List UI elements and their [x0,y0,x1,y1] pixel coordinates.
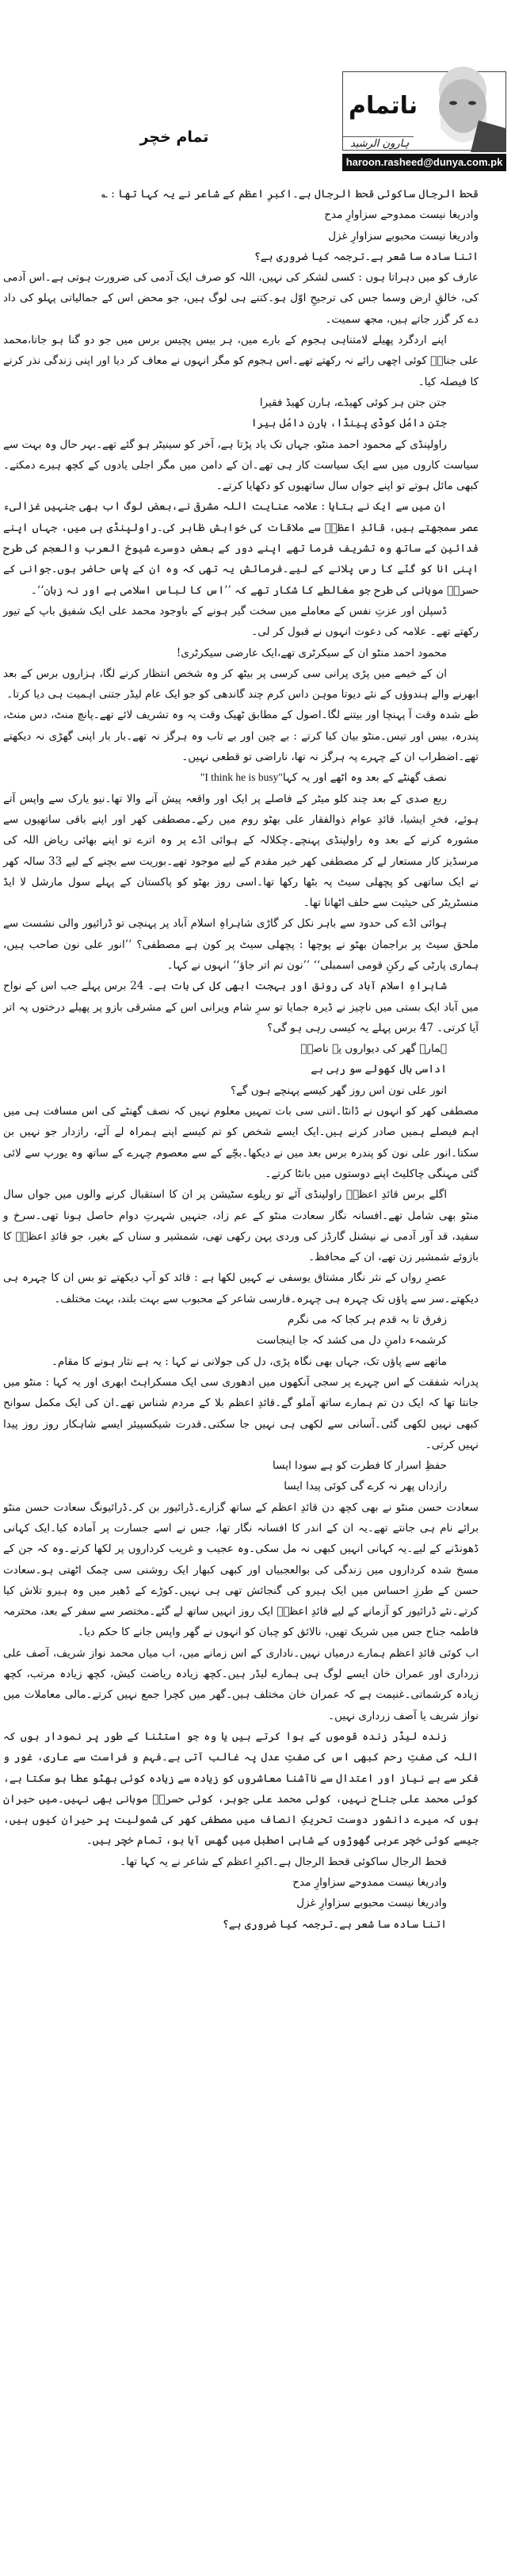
paragraph-text: ربع صدی کے بعد چند کلو میٹر کے فاصلے پر ایک اور واقعہ پیش آنے والا تھا۔نیو یارک سے واپس آتے ہوئے، فخرِ ایشیا، قائدِ عوام ذوالفقار علی بھٹو روم میں رکے۔مصطفی کھر اور اپنے باقی ساتھیوں سے مشورہ کرنے کے بعد وہ راولپنڈی پہنچے۔چکلالہ کے ہوائی اڈے پر وہ اترے تو اپنے بھائی ریاض اللہ کی مرسڈیز کار مستعار لے کر مصطفی کھر خیر مقدم کے لیے موجود تھے۔بوریت سے بچنے کے لیے 33 سالہ کھر نے ایک ساتھی کو پچھلی سیٹ پہ بٹھا رکھا تھا۔اسی روز بھٹو کو پاکستان کے پہلے سول مارشل لا ایڈ منسٹریٹر کی حیثیت سے حلف اٹھانا تھا۔ [3,792,479,910]
paragraph [3,267,479,330]
paragraph-text: انور علی نون اس روز گھر کیسے پہنچے ہوں گے؟ [230,1084,447,1097]
paragraph [3,247,479,267]
paragraph-text: قحط الرجال ساکوئی قحط الرجال ہے۔اکبرِ اعظم کے شاعر نے یہ کہا تھا۔ [120,1855,447,1868]
paragraph [3,1351,479,1372]
paragraph-text: ہوائی اڈے کی حدود سے باہر نکل کر گاڑی شاہراہِ اسلام آباد پر پہنچی تو ڈرائیور والی نشست سے ملحق سیٹ پر براجمان بھٹو نے پوچھا : پچھلی سیٹ پر کون ہے مصطفی؟ ’’انور علی نون صاحب ہیں، ہماری پارٹی کے رکنِ قومی اسمبلی‘‘ ’’نون تم اتر جاؤ‘‘ انہوں نے کہا۔ [3,917,479,972]
paragraph [3,913,479,976]
verse-line [3,1309,479,1330]
verse-line [3,1852,479,1872]
paragraph [3,789,479,914]
article-title: تمام خچر [139,128,209,146]
author-email[interactable]: haroon.rasheed@dunya.com.pk [342,154,506,171]
divider [342,136,414,137]
verse-line [3,1038,479,1059]
paragraph-text: جتن جتن ہر کوئی کھیڈے، ہارن کھیڈ فقیرا [259,396,447,409]
paragraph [3,226,479,247]
paragraph [3,330,479,392]
paragraph-text: طے شدہ وقت آ پہنچا اور بیتنے لگا۔اصول کے مطابق ٹھیک وقت پہ وہ تشریف لائے تھے۔پانچ منٹ، دس منٹ، پندرہ، بیس اور تیس۔منٹو بیان کیا کرتے : بے چین اور بے تاب وہ ہرگز نہ تھے۔بار بار اپنی گھڑی نہ دیکھتے تھے۔اضطراب ان کے چہرے پہ ہرگز نہ تھا، ناراضی تو قطعی نہیں۔ [3,709,479,764]
paragraph [3,1643,479,1726]
paragraph-text: محمود احمد منٹو ان کے سیکرٹری تھے،ایک عارضی سیکرٹری! [176,646,447,659]
paragraph-text: وادریغا نیست محبوبے سزاوارِ غزل [296,1897,447,1910]
paragraph-text: ان میں سے ایک نے بتایا : علامہ عنایت اللہ مشرقی نے،بعض لوگ اب بھی جنہیں غزالیء عصر سمجھتے ہیں، قائدِ اعظمؒ سے ملاقات کی خواہش ظاہر کی۔راولپنڈی ہی میں، جہاں اپنے فدائین کے ساتھ وہ تشریف فرما تھے اپنے دور کے بعض دوسرے شیوخ العرب والعجم کی طرح اپنی انا کو گنّے کا رس پلانے کے لیے۔فرمائش یہ تھی کہ وہ ان کے پاس حاضر ہوں۔جوانی کے حسرتؔ موہانی کی طرح جو مغالطے کا شکار تھے کہ ’’اس کا لباس اسلامی ہے اور نہ زبان‘‘۔ [3,500,479,597]
author-name: ہارون الرشید [350,138,410,150]
paragraph-text: شاہراہِ اسلام آباد کی رونق اور بہجت ابھی کل کی بات ہے۔ 24 برس پہلے جب اس کے نواح میں آباد ایک بستی میں ناچیز نے ڈیرہ جمایا تو سرِ شام ویرانی اس کے مشرقی بازو پر پھیلے درختوں پہ اتر آیا کرتی۔ 47 برس پہلے یہ کیسی رہی ہو گی؟ [3,980,479,1034]
paragraph-text: جتن دامُل کوڈی پینڈا، ہارن دامُل ہیرا [250,417,447,430]
paragraph [3,204,479,225]
paragraph-text: مصطفی کھر کو انہوں نے ڈانٹا۔اتنی سی بات تمہیں معلوم نہیں کہ نصف گھنٹے کی اس مسافت ہی میں اہم فیصلے ہمیں صادر کرنے ہیں۔ایک ایسے شخص کو تم کیسے اپنے ہمراہ لے آئے، رازدار جو نہیں بن سکتا۔انور علی نون کو پندرہ برس بعد میں نے دیکھا۔بچّے کے سے معصوم چہرے کے ساتھ وہ یورپ سے لائی گئی مہنگی چاکلیٹ اپنے دوستوں میں بانٹا کرتے۔ [3,1105,479,1180]
english-quote: "I think he is busy" [200,771,283,784]
paragraph [3,184,479,204]
paragraph [3,1497,479,1643]
paragraph-text: اتنا سادہ سا شعر ہے۔ترجمہ کیا ضروری ہے؟ [222,1917,447,1931]
paragraph-text: وادریغا نیست ممدوحے سزاوارِ مدح [324,208,479,222]
paragraph-text: عارف کو میں دہراتا ہوں : کسی لشکر کی نہیں، اللہ کو صرف ایک آدمی کی ضرورت ہوتی ہے۔اس آدمی کی، خالقِ ارض وسما جس کی ترجیحِ اوّل ہو۔کتنے ہی لوگ ہیں، جو محض اس کے جمالیاتی پہلو کی داد دے کر گزر جاتے ہیں، مجھ سمیت۔ [3,271,479,326]
paragraph [3,767,479,788]
paragraph [3,601,479,643]
article-body [3,184,479,1935]
paragraph-text: عصرِ رواں کے نثر نگار مشتاق یوسفی نے کہیں لکھا ہے : قائد کو آپ دیکھتے تو بس ان کا چہرہ ہی دیکھتے۔سر سے پاؤں تک چہرہ ہی چہرہ۔فارسی شاعر کے محبوب سے بہت بلند، بہت مختلف۔ [3,1271,479,1305]
verse-line [3,1872,479,1893]
paragraph [3,1101,479,1184]
verse-line [3,1893,479,1913]
verse-line [3,1476,479,1496]
paragraph [3,705,479,767]
paragraph [3,434,479,497]
column-name: ناتمام [349,92,418,120]
paragraph [3,1184,479,1267]
paragraph-text: اپنے اردگرد پھیلے لامتناہی ہجوم کے بارے میں، ہر بیس پچیس برس میں جو دو گنا ہو جاتا،محمد علی جناحؒ کوئی اچھی رائے نہ رکھتے تھے۔اس ہجوم کو مگر انہوں نے معاف کر دیا اور اپنی زندگی نذر کرنے کا فیصلہ کیا۔ [3,334,479,388]
paragraph-text: اداسی بال کھولے سو رہی ہے [311,1063,447,1076]
paragraph [3,976,479,1038]
paragraph-text: زندہ لیڈر زندہ قوموں کے ہوا کرتے ہیں یا وہ جو استثنا کے طور پر نمودار ہوں کہ اللہ کی صفتِ رحم کبھی اس کی صفتِ عدل پہ غالب آتی ہے۔فہم و فراست سے عاری، غور و فکر سے بے نیاز اور اعتدال سے ناآشنا معاشروں کو زیادہ سے زیادہ کوئی بھٹو عطا ہو سکتا ہے، کوئی محمد علی جناح نہیں، کوئی محمد علی جوہر، کوئی حسرتؔ موہانی بھی نہیں۔میں حیران ہوں کہ میرے دانشور دوست تحریکِ انصاف میں مصطفی کھر کی شمولیت پر حیران کیوں ہیں، جیسے کوئی خچر عربی گھوڑوں کے شاہی اصطبل میں گھس آیا ہو، تمام خچر ہیں۔ [3,1729,479,1848]
paragraph-text: ہمارے گھر کی دیواروں پہ ناصرؔ [300,1042,447,1056]
paragraph-text: اتنا سادہ سا شعر ہے۔ترجمہ کیا ضروری ہے؟ [254,250,479,263]
verse-line [3,413,479,434]
verse-line [3,1914,479,1935]
paragraph-text: ماتھے سے پاؤں تک، جہاں بھی نگاہ پڑی، دل کی جولانی نے کہا : یہ ہے نثار ہونے کا مقام۔ [51,1355,447,1368]
verse-line [3,1330,479,1351]
author-portrait [423,65,506,152]
paragraph [3,663,479,705]
paragraph-text: ڈسپلن اور عزتِ نفس کے معاملے میں سخت گیر ہونے کے باوجود محمد علی ایک شفیق باپ کے تیور رکھتے تھے۔ علامہ کی دعوت انہوں نے قبول کر لی۔ [3,604,479,639]
verse-line [3,392,479,413]
paragraph-text: اب کوئی قائدِ اعظم ہمارے درمیاں نہیں۔ناداری کے اس زمانے میں، اب میاں محمد نواز شریف، آصف علی زرداری اور عمران خان ایسے لوگ ہی ہمارے لیڈر ہیں۔کچھ زیادہ ریاضت کیش، کچھ زیادہ مرتب، کچھ زیادہ کرشماتی۔غنیمت ہے کہ عمران خان مختلف ہیں۔گھر میں کچرا جمع نہیں کرتے۔مالی معاملات میں نواز شریف یا آصف زرداری نہیں۔ [3,1646,479,1722]
paragraph-text: قحط الرجال ساکوئی قحط الرجال ہے۔اکبرِ اعظم کے شاعر نے یہ کہا تھا : ؎ [101,188,479,201]
paragraph-text: وادریغا نیست محبوبے سزاوارِ غزل [328,229,479,243]
paragraph [3,1267,479,1309]
paragraph-text: وادریغا نیست ممدوحے سزاوارِ مدح [292,1876,447,1890]
paragraph-text: کرشمہء دامنِ دل می کشد کہ جا اینجاست [256,1334,447,1347]
paragraph-text: زفرق تا بہ قدم ہر کجا کہ می نگرم [287,1313,447,1327]
paragraph [3,496,479,600]
paragraph-text: اگلے برس قائدِ اعظمؒ راولپنڈی آئے تو ریلوے سٹیشن پر ان کا استقبال کرنے والوں میں جواں سال منٹو بھی شامل تھے۔افسانہ نگار سعادت منٹو کے عم زاد، جنہیں شہرتِ دوام حاصل ہونا تھی۔سرخ و سفید، قد آور آدمی نے نیشنل گارڈز کی وردی پہن رکھی تھی، شمشیر و سناں کے بغیر، جو قائدِ اعظمؒ کا بازوئے شمشیر زن تھے، ان کے محافظ۔ [3,1188,479,1264]
paragraph [3,643,479,663]
paragraph-text: پدرانہ شفقت کے اس چہرے پر سجی آنکھوں میں ادھوری سی ایک مسکراہٹ ابھری اور یہ کہا : منٹو میں جانتا تھا کہ ایک دن تم ہمارے ساتھ آملو گے۔قائدِ اعظم بلا کے مردم شناس تھے۔ان کی ایک مکمل سوانح کبھی نہیں لکھی گئی۔آسانی سے لکھی ہی نہیں جا سکتی۔قدرت شیکسپیئر ایسے شاہکار روز روز پیدا نہیں کرتی۔ [3,1375,479,1451]
paragraph-text: راولپنڈی کے محمود احمد منٹو، جہاں تک یاد پڑتا ہے، آخر کو سینیٹر ہو گئے تھے۔بہر حال وہ بہت سے سیاست کاروں میں سے ایک سیاست کار ہی تھے۔ان کے دامن میں مگر اجلی یادوں کے کچھ ہیرے دمکتے۔کبھی مائل ہوتے تو اپنے جواں سال ساتھیوں کو دکھایا کرتے۔ [3,438,479,493]
paragraph-text: ان کے خیمے میں پڑی پرانی سی کرسی پر بیٹھ کر وہ شخص انتظار کرنے لگا، ہزاروں برس کے بعد ابھرنے والے ہندوؤں کے نئے دیوتا موہن داس کرم چند گاندھی کو جو ایک عام لیڈر جتنی اہمیت ہی دیا کرتا۔ [3,667,479,701]
paragraph-text: رازداں پھر نہ کرے گی کوئی پیدا ایسا [284,1480,447,1493]
paragraph-text: حفظِ اسرار کا فطرت کو ہے سودا ایسا [273,1459,447,1473]
verse-line [3,1080,479,1101]
paragraph [3,1372,479,1455]
paragraph-text: نصف گھنٹے کے بعد وہ اٹھے اور یہ کہا [282,771,447,785]
verse-line [3,1059,479,1080]
verse-line [3,1455,479,1476]
paragraph-text: سعادت حسن منٹو نے بھی کچھ دن قائدِ اعظم کے ساتھ گزارے۔ڈرائیور بن کر۔ڈرائیونگ سعادت حسن منٹو برائے نام ہی جانتے تھے۔یہ ان کے اندر کا افسانہ نگار تھا، جس نے اسے جسارت پر آمادہ کیا۔ایک کہانی ڈھونڈنے کے لیے۔یہ کہانی انہیں کبھی نہ مل سکی۔وہ عجیب و غریب کرداروں پر لکھا کرتے۔وہ کہ جن کے مسخ شدہ کرداروں میں زندگی کی بوالعجبیاں اور کبھی کبھار ایک روشنی سی چمک اٹھتی ہو۔سعادت حسن کے طرزِ احساس میں ایک ہیرو کی گنجائش تھی ہی نہیں۔کوڑے کے ڈھیر میں وہ ہیرو تلاش کیا کرتے۔نئے ڈرائیور کو آزمانے کے لیے قائدِ اعظمؒ ایک روز انہیں ساتھ لے گئے۔مختصر سے سفر کے بعد، محترمہ فاطمہ جناح جس میں شریک تھیں، نالائق کو چبان کو انہوں نے گھر واپس جانے کا حکم دیا۔ [3,1500,479,1639]
paragraph [3,1726,479,1852]
column-header [334,65,512,176]
